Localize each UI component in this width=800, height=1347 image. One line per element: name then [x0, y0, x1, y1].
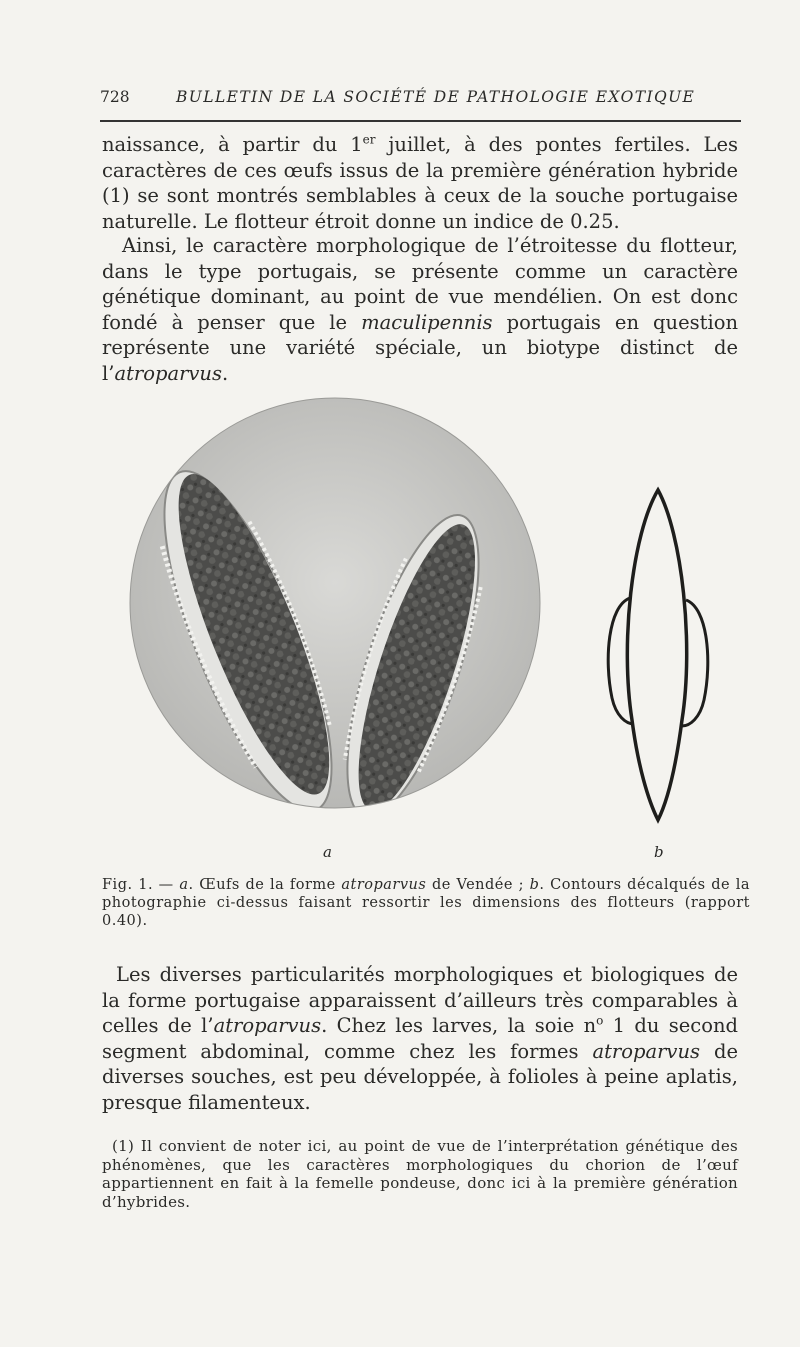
paragraph-1-text-a: naissance, à partir du 1 — [102, 133, 363, 156]
paragraph-3-text-a: Les diverses particularités morphologiques et biologiques de la forme portugaise apparaissent d’ailleurs très comparables à celles de l’ — [102, 963, 738, 1038]
egg-photograph — [128, 396, 542, 810]
species-name-maculipennis: maculipennis — [361, 310, 493, 334]
paragraph-3-species-1: atroparvus — [213, 1014, 322, 1038]
paragraph-2-text-b: portugais en question représente une variété spéciale, un biotype distinct de l’ — [102, 310, 739, 385]
caption-prefix: Fig. 1. — — [102, 877, 180, 893]
paragraph-3-text-d: de diverses souches, est peu développée, à folioles à peine aplatis, presque filamenteux. — [102, 1039, 738, 1114]
figure-label-b: b — [654, 843, 664, 861]
paragraph-1-superscript: er — [362, 132, 376, 147]
figure-1 — [0, 390, 800, 870]
caption-species: atroparvus — [341, 877, 427, 893]
egg-outline-drawing — [598, 484, 718, 824]
caption-text-a: . Œufs de la forme — [188, 877, 342, 893]
page-number: 728 — [100, 88, 130, 106]
caption-a: a — [179, 877, 189, 893]
paragraph-1-text-b: juillet, à des pontes fertiles. Les caractères de ces œufs issus de la première génération hybride (1) se sont montrés semblables à ceux de la souche portugaise naturelle. Le flotteur étroit donne un indice de 0.25. — [102, 133, 738, 233]
footnote: (1) Il convient de noter ici, au point de vue de l’interprétation génétique des phénomènes, que les caractères morphologiques du chorion de l’œuf appartiennent en fait à la femelle pondeuse, donc ici à la première génération d’hybrides. — [102, 1137, 738, 1211]
caption-b: b — [529, 877, 540, 893]
caption-text-c: . Contours décalqués de la photographie ci-dessus faisant ressortir les dimensions des flotteurs (rapport 0.40). — [102, 877, 750, 929]
paragraph-3-text-c: 1 du second segment abdominal, comme chez les formes — [102, 1014, 739, 1063]
paragraph-2-text-c: . — [221, 361, 229, 385]
caption-text-b: de Vendée ; — [426, 877, 530, 893]
paragraph-2-text-a: Ainsi, le caractère morphologique de l’étroitesse du flotteur, dans le type portugais, se présente comme un caractère génétique dominant, au point de vue mendélien. On est donc fondé à penser que le — [102, 234, 738, 334]
paragraph-3 — [102, 962, 738, 1116]
paragraph-3-species-2: atroparvus — [592, 1039, 701, 1063]
paragraph-3-superscript: o — [596, 1013, 604, 1028]
figure-caption — [90, 876, 750, 930]
paragraph-1 — [102, 132, 738, 234]
running-head — [100, 88, 740, 116]
paragraph-3-text-b: . Chez les larves, la soie n — [321, 1014, 597, 1038]
journal-title: BULLETIN DE LA SOCIÉTÉ DE PATHOLOGIE EXOTIQUE — [176, 88, 696, 106]
figure-label-a: a — [323, 843, 332, 861]
paragraph-2 — [102, 233, 738, 387]
species-name-atroparvus: atroparvus — [114, 361, 222, 385]
header-rule — [100, 120, 741, 122]
